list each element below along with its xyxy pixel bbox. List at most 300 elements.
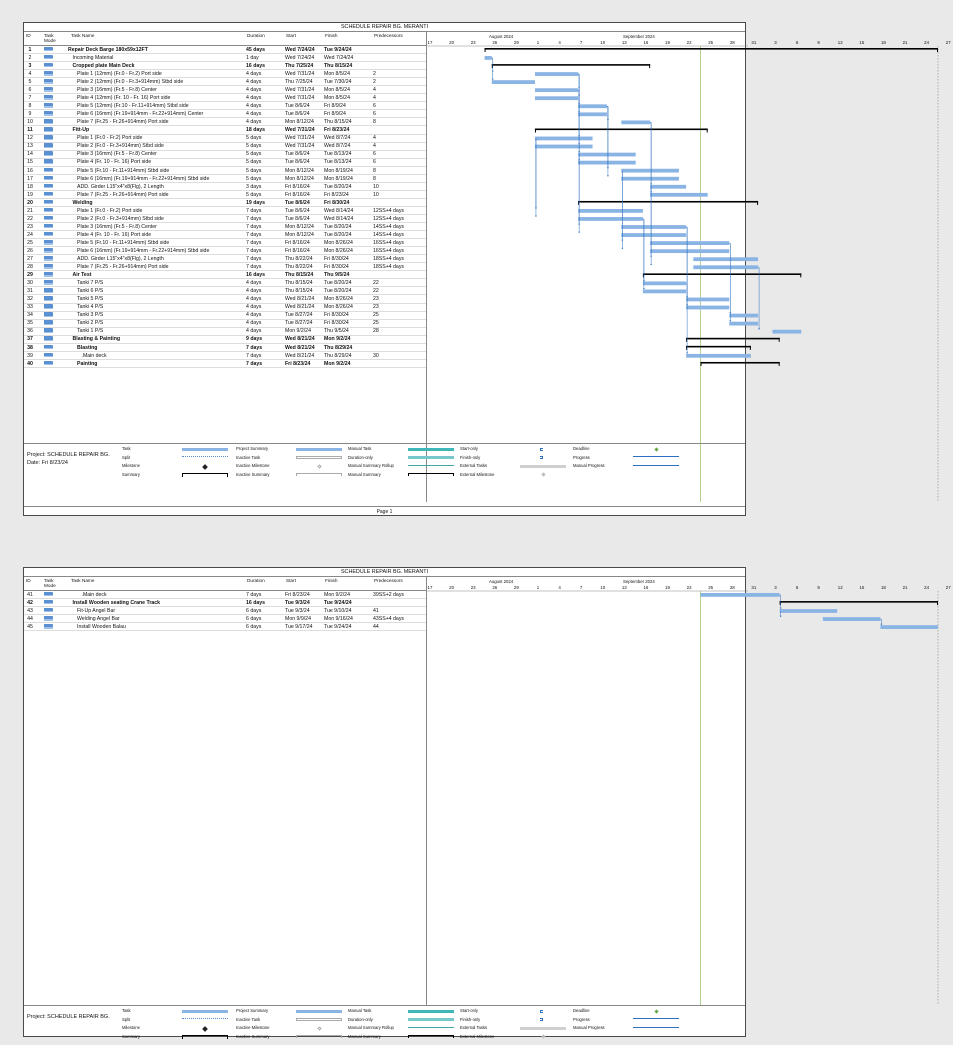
legend-swatch — [182, 1018, 228, 1019]
task-start: Tue 8/6/24 — [285, 111, 310, 118]
auto-schedule-icon — [44, 95, 53, 100]
task-finish: Mon 8/19/24 — [324, 167, 353, 174]
task-duration: 4 days — [246, 304, 262, 311]
task-id: 34 — [27, 312, 33, 319]
legend-swatch — [540, 1018, 543, 1021]
timescale-month-september: September 2024 — [623, 579, 655, 584]
task-duration: 5 days — [246, 135, 262, 142]
table-row[interactable] — [24, 255, 426, 263]
task-start: Wed 7/31/24 — [285, 135, 315, 142]
timescale-day: 24 — [924, 584, 930, 590]
task-duration: 3 days — [246, 183, 262, 190]
task-id: 27 — [27, 256, 33, 263]
task-start: Tue 8/6/24 — [285, 207, 310, 214]
task-duration: 6 days — [246, 607, 262, 614]
task-bar[interactable] — [578, 153, 636, 157]
task-start: Wed 8/21/24 — [285, 296, 315, 303]
legend-project: Project: SCHEDULE REPAIR BG. — [27, 1014, 110, 1020]
task-id: 11 — [27, 127, 33, 134]
legend-label: Finish-only — [460, 454, 481, 460]
table-row[interactable] — [24, 336, 426, 344]
task-bar[interactable] — [578, 112, 607, 116]
table-row[interactable] — [24, 263, 426, 271]
legend-label: Manual Summary Rollup — [348, 463, 394, 468]
task-name: Plate 5 (Fr.10 - Fr.11+914mm) Stbd side — [77, 239, 170, 246]
task-predecessors: 14SS+4 days — [373, 223, 405, 230]
task-id: 14 — [27, 151, 33, 158]
timescale-day: 9 — [817, 584, 820, 590]
gantt-bars — [427, 32, 748, 502]
table-row[interactable] — [24, 231, 426, 239]
task-predecessors: 6 — [373, 111, 376, 118]
task-bar[interactable] — [578, 161, 636, 165]
task-duration: 7 days — [246, 360, 263, 367]
task-bar[interactable] — [643, 290, 686, 294]
col-start-header[interactable]: Start — [286, 33, 296, 38]
task-finish: Tue 8/13/24 — [324, 151, 352, 158]
task-start: Tue 9/17/24 — [285, 623, 313, 630]
task-name: Install Wooden seating Crane Track — [72, 599, 161, 606]
task-finish: Fri 8/23/24 — [324, 191, 349, 198]
task-finish: Fri 8/30/24 — [324, 256, 349, 263]
task-duration: 4 days — [246, 280, 262, 287]
dependency-arrow — [607, 175, 609, 176]
table-row[interactable] — [24, 183, 426, 191]
timescale-day: 23 — [470, 39, 476, 45]
task-predecessors: 22 — [373, 280, 379, 287]
task-id: 26 — [27, 247, 33, 254]
table-row[interactable] — [24, 207, 426, 215]
legend-label: Summary — [122, 471, 140, 477]
task-name: Plate 4 (Fr. 10 - Fr. 16) Port side — [77, 159, 152, 166]
task-predecessors: 28 — [373, 328, 379, 335]
task-bar[interactable] — [621, 233, 686, 237]
timescale-day: 29 — [513, 39, 519, 45]
table-row[interactable] — [24, 607, 426, 615]
task-id: 3 — [28, 62, 32, 69]
table-row[interactable] — [24, 143, 426, 151]
task-id: 2 — [28, 54, 32, 61]
timescale-day: 19 — [665, 39, 670, 45]
task-start: Thu 8/15/24 — [285, 280, 313, 287]
task-bar[interactable] — [693, 265, 758, 269]
legend-label: Inactive Summary — [236, 1033, 270, 1039]
summary-bar[interactable] — [643, 273, 801, 275]
auto-schedule-icon — [44, 608, 53, 613]
task-predecessors: 4 — [373, 135, 376, 142]
task-bar[interactable] — [492, 80, 535, 84]
legend-label: Inactive Milestone — [236, 463, 270, 468]
legend-swatch — [540, 456, 543, 459]
task-finish: Mon 8/26/24 — [324, 239, 353, 246]
dependency-arrow — [780, 616, 782, 617]
timescale-day: 17 — [427, 39, 433, 45]
legend-swatch — [520, 1027, 566, 1030]
task-duration: 16 days — [246, 599, 266, 606]
table-row[interactable] — [24, 126, 426, 134]
task-finish: Mon 9/2/24 — [324, 336, 351, 343]
task-bar[interactable] — [485, 56, 492, 60]
table-row[interactable] — [24, 591, 426, 599]
task-name: .Main deck — [81, 591, 107, 598]
task-bar[interactable] — [729, 322, 758, 326]
table-row[interactable] — [24, 167, 426, 175]
table-row[interactable] — [24, 328, 426, 336]
summary-bar[interactable] — [492, 64, 650, 66]
col-name-header[interactable]: Task Name — [71, 33, 95, 38]
auto-schedule-icon — [44, 264, 53, 269]
table-row[interactable] — [24, 135, 426, 143]
table-row[interactable] — [24, 159, 426, 167]
table-row[interactable] — [24, 239, 426, 247]
legend-swatch — [296, 448, 342, 451]
timescale-day: 15 — [859, 584, 865, 590]
summary-bar[interactable] — [485, 48, 938, 50]
auto-schedule-icon — [44, 336, 53, 341]
task-finish: Wed 8/7/24 — [324, 135, 351, 142]
summary-bar-end — [779, 338, 780, 342]
task-start: Tue 8/6/24 — [285, 159, 310, 166]
col-pred-header[interactable]: Predecessors — [374, 33, 403, 38]
legend-label: Split — [122, 454, 131, 460]
table-row[interactable] — [24, 94, 426, 102]
table-row[interactable] — [24, 102, 426, 110]
task-start: Fri 8/23/24 — [285, 360, 311, 367]
task-bar[interactable] — [621, 225, 686, 229]
auto-schedule-icon — [44, 151, 53, 156]
task-id: 5 — [28, 78, 32, 85]
legend-swatch — [182, 456, 228, 457]
table-header — [24, 577, 426, 591]
legend-label: Inactive Milestone — [236, 1025, 270, 1030]
task-duration: 7 days — [246, 231, 262, 238]
col-pred-header[interactable]: Predecessors — [374, 578, 403, 583]
task-finish: Thu 9/5/24 — [324, 328, 349, 335]
task-name: Blasting — [77, 344, 98, 351]
table-row[interactable] — [24, 271, 426, 279]
task-start: Tue 9/3/24 — [285, 607, 310, 614]
task-finish: Tue 8/13/24 — [324, 159, 352, 166]
task-id: 31 — [27, 288, 33, 295]
col-mode-header[interactable]: Task Mode — [44, 33, 56, 43]
task-id: 12 — [27, 135, 33, 142]
task-name: Incoming Material — [72, 54, 114, 61]
task-finish: Mon 8/5/24 — [324, 87, 350, 94]
summary-bar[interactable] — [780, 601, 938, 603]
task-duration: 4 days — [246, 119, 262, 126]
summary-bar[interactable] — [700, 362, 779, 364]
table-row[interactable] — [24, 344, 426, 352]
timescale-day: 4 — [558, 39, 561, 45]
table-row[interactable] — [24, 191, 426, 199]
timescale-day: 20 — [449, 39, 455, 45]
task-bar[interactable] — [535, 72, 578, 76]
table-row[interactable] — [24, 151, 426, 159]
task-duration: 7 days — [246, 223, 262, 230]
task-bar[interactable] — [578, 104, 607, 108]
timescale-day: 6 — [795, 584, 799, 590]
legend-label: Milestone — [122, 463, 140, 468]
task-duration: 7 days — [246, 264, 262, 271]
table-row[interactable] — [24, 223, 426, 231]
summary-bar[interactable] — [578, 201, 758, 203]
table-row[interactable] — [24, 312, 426, 320]
task-name: Plate 6 (16mm) (Fr.19+914mm - Fr.22+914mm) Stbd side — [77, 247, 210, 254]
task-name: Plate 3 (16mm) (Fr.5 - Fr.8) Center — [77, 87, 157, 94]
task-bar[interactable] — [729, 314, 758, 318]
task-name: Plate 1 (Fr.0 - Fr.2) Port side — [77, 207, 143, 214]
table-row[interactable] — [24, 279, 426, 287]
task-start: Thu 8/15/24 — [285, 288, 313, 295]
summary-bar-end — [750, 346, 751, 350]
table-row[interactable] — [24, 54, 426, 62]
auto-schedule-icon — [44, 71, 53, 76]
dependency-link — [578, 90, 579, 160]
task-duration: 19 days — [246, 199, 266, 206]
task-bar[interactable] — [823, 617, 881, 621]
legend-label: Project Summary — [236, 446, 269, 451]
table-row[interactable] — [24, 623, 426, 631]
task-start: Mon 8/12/24 — [285, 175, 314, 182]
auto-schedule-icon — [44, 232, 53, 237]
task-bar[interactable] — [686, 298, 729, 302]
timescale-day: 13 — [621, 584, 627, 590]
task-start: Mon 9/9/24 — [285, 615, 311, 622]
task-id: 36 — [27, 328, 33, 335]
task-id: 39 — [27, 352, 33, 359]
task-name: .Main deck — [81, 352, 107, 359]
task-name: Welding — [72, 199, 93, 206]
task-id: 37 — [27, 336, 33, 343]
task-finish: Wed 8/14/24 — [324, 207, 354, 214]
task-name: Plate 2 (Fr.0 - Fr.3+914mm) Stbd side — [77, 215, 164, 222]
task-duration: 4 days — [246, 78, 262, 85]
timescale-day: 15 — [859, 39, 865, 45]
task-id: 1 — [28, 46, 32, 53]
legend-label: External Milestone — [460, 471, 495, 477]
task-bar[interactable] — [578, 209, 643, 213]
task-finish: Fri 8/30/24 — [324, 320, 349, 327]
auto-schedule-icon — [44, 168, 53, 173]
col-duration-header[interactable]: Duration — [247, 33, 265, 38]
task-finish: Tue 8/20/24 — [324, 183, 352, 190]
auto-schedule-icon — [44, 135, 53, 140]
table-row[interactable] — [24, 352, 426, 360]
col-mode-header[interactable]: Task Mode — [44, 578, 56, 588]
table-row[interactable] — [24, 62, 426, 70]
task-finish: Tue 7/30/24 — [324, 78, 352, 85]
task-bar[interactable] — [650, 249, 729, 253]
legend-swatch — [520, 465, 566, 468]
task-bar[interactable] — [621, 120, 650, 124]
table-row[interactable] — [24, 615, 426, 623]
task-id: 8 — [28, 103, 32, 110]
task-bar[interactable] — [686, 306, 729, 310]
task-start: Wed 7/24/24 — [285, 54, 315, 61]
task-bar[interactable] — [535, 137, 593, 141]
timescale-day: 31 — [751, 584, 757, 590]
task-bar[interactable] — [621, 169, 679, 173]
task-predecessors: 2 — [373, 70, 376, 77]
task-finish: Fri 8/30/24 — [324, 264, 349, 271]
table-row[interactable] — [24, 360, 426, 368]
table-row[interactable] — [24, 78, 426, 86]
task-bar[interactable] — [780, 609, 838, 613]
task-name: Plate 5 (12mm) (Fr.10 - Fr.11+914mm) Stbd side — [77, 103, 189, 110]
auto-schedule-icon — [44, 353, 53, 358]
task-bar[interactable] — [772, 330, 801, 334]
table-row[interactable] — [24, 320, 426, 328]
timescale-day: 22 — [686, 584, 692, 590]
dependency-arrow — [621, 248, 623, 249]
summary-bar-start — [485, 48, 486, 52]
task-bar[interactable] — [535, 96, 578, 100]
task-name: Tanki 6 P/S — [77, 288, 104, 295]
table-row[interactable] — [24, 175, 426, 183]
summary-bar[interactable] — [686, 346, 751, 348]
task-predecessors: 18SS+4 days — [373, 256, 405, 263]
task-duration: 7 days — [246, 247, 262, 254]
task-start: Tue 8/6/24 — [285, 199, 310, 206]
task-finish: Mon 8/26/24 — [324, 304, 353, 311]
task-start: Wed 7/31/24 — [285, 95, 315, 102]
task-name: Welding Angel Bar — [77, 615, 120, 622]
table-row[interactable] — [24, 304, 426, 312]
timescale-day: 1 — [536, 39, 540, 45]
task-rows — [24, 591, 426, 631]
table-row[interactable] — [24, 199, 426, 207]
task-bar[interactable] — [643, 281, 686, 285]
col-finish-header[interactable]: Finish — [325, 33, 338, 38]
timescale-day: 28 — [729, 584, 735, 590]
legend-label: Manual Summary — [348, 471, 381, 477]
task-duration: 5 days — [246, 175, 262, 182]
auto-schedule-icon — [44, 592, 53, 597]
dependency-arrow — [643, 288, 645, 289]
table-row[interactable] — [24, 295, 426, 303]
task-name: Air Test — [72, 272, 92, 279]
col-finish-header[interactable]: Finish — [325, 578, 338, 583]
table-row[interactable] — [24, 599, 426, 607]
table-row[interactable] — [24, 118, 426, 126]
task-id: 20 — [27, 199, 33, 206]
task-start: Mon 9/2/24 — [285, 328, 311, 335]
auto-schedule-icon — [44, 272, 53, 277]
task-bar[interactable] — [650, 185, 686, 189]
legend-swatch — [408, 1027, 454, 1028]
timescale-day: 16 — [643, 39, 649, 45]
summary-bar-end — [707, 129, 708, 133]
summary-bar-end — [779, 362, 780, 366]
task-name: Plate 2 (12mm) (Fr.0 - Fr.3+914mm) Stbd side — [77, 78, 184, 85]
summary-bar-start — [700, 362, 701, 366]
task-bar[interactable] — [621, 177, 679, 181]
summary-bar[interactable] — [535, 129, 708, 131]
legend-swatch — [408, 448, 454, 451]
task-predecessors: 10 — [373, 183, 379, 190]
legend-label: Summary — [122, 1033, 140, 1039]
gantt-bars — [427, 577, 748, 1005]
col-start-header[interactable]: Start — [286, 578, 296, 583]
task-predecessors: 25 — [373, 320, 379, 327]
col-id-header[interactable]: ID — [26, 578, 31, 583]
legend-label: Finish-only — [460, 1016, 481, 1022]
task-start: Wed 7/31/24 — [285, 127, 315, 134]
task-bar[interactable] — [693, 257, 758, 261]
table-row[interactable] — [24, 110, 426, 118]
col-duration-header[interactable]: Duration — [247, 578, 265, 583]
task-finish: Mon 9/2/24 — [324, 360, 351, 367]
timescale-day: 10 — [600, 584, 606, 590]
task-bar[interactable] — [535, 88, 578, 92]
task-finish: Mon 8/26/24 — [324, 296, 353, 303]
table-row[interactable] — [24, 70, 426, 78]
task-name: Plate 3 (16mm) (Fr.5 - Fr.8) Center — [77, 223, 157, 230]
table-row[interactable] — [24, 247, 426, 255]
dependency-arrow — [578, 232, 580, 233]
table-row[interactable] — [24, 215, 426, 223]
summary-bar[interactable] — [686, 338, 780, 340]
task-bar[interactable] — [686, 354, 751, 358]
task-finish: Tue 8/20/24 — [324, 288, 352, 295]
task-start: Tue 8/6/24 — [285, 151, 310, 158]
auto-schedule-icon — [44, 192, 53, 197]
task-name: Blasting & Painting — [72, 336, 121, 343]
legend-label: Progress — [573, 1016, 590, 1022]
timescale-day: 3 — [774, 39, 777, 45]
task-bar[interactable] — [700, 593, 779, 597]
task-bar[interactable] — [535, 145, 593, 149]
task-start: Wed 8/21/24 — [285, 304, 315, 311]
timescale-day: 21 — [902, 584, 908, 590]
legend-swatch — [540, 448, 543, 451]
task-bar[interactable] — [650, 193, 708, 197]
col-id-header[interactable]: ID — [26, 33, 31, 38]
task-id: 22 — [27, 215, 33, 222]
dependency-arrow — [535, 216, 537, 217]
task-start: Wed 7/24/24 — [285, 46, 315, 53]
task-name: Plate 6 (16mm) (Fr.19+914mm - Fr.22+914mm) Stbd side — [77, 175, 210, 182]
timescale-month-august: August 2024 — [489, 579, 514, 584]
task-bar[interactable] — [880, 625, 938, 629]
task-duration: 16 days — [246, 272, 266, 279]
task-start: Tue 8/27/24 — [285, 312, 313, 319]
task-duration: 7 days — [246, 352, 262, 359]
col-name-header[interactable]: Task Name — [71, 578, 95, 583]
task-start: Fri 8/16/24 — [285, 191, 310, 198]
task-bar[interactable] — [650, 241, 729, 245]
timescale-day: 25 — [708, 39, 714, 45]
task-name: Plate 7 (Fr.25 - Fr.26+914mm) Port side — [77, 191, 169, 198]
task-predecessors: 2 — [373, 78, 376, 85]
table-row[interactable] — [24, 86, 426, 94]
table-row[interactable] — [24, 287, 426, 295]
task-table — [24, 32, 426, 368]
task-duration: 9 days — [246, 336, 263, 343]
auto-schedule-icon — [44, 127, 53, 132]
task-finish: Thu 8/29/24 — [324, 352, 352, 359]
task-start: Fri 8/16/24 — [285, 183, 310, 190]
task-name: Tanki 5 P/S — [77, 296, 104, 303]
table-row[interactable] — [24, 46, 426, 54]
task-finish: Thu 9/5/24 — [324, 272, 350, 279]
task-predecessors: 12SS+4 days — [373, 207, 405, 214]
auto-schedule-icon — [44, 159, 53, 164]
task-predecessors: 14SS+4 days — [373, 231, 405, 238]
timescale-day: 12 — [837, 39, 843, 45]
task-bar[interactable] — [578, 217, 643, 221]
task-predecessors: 8 — [373, 167, 376, 174]
